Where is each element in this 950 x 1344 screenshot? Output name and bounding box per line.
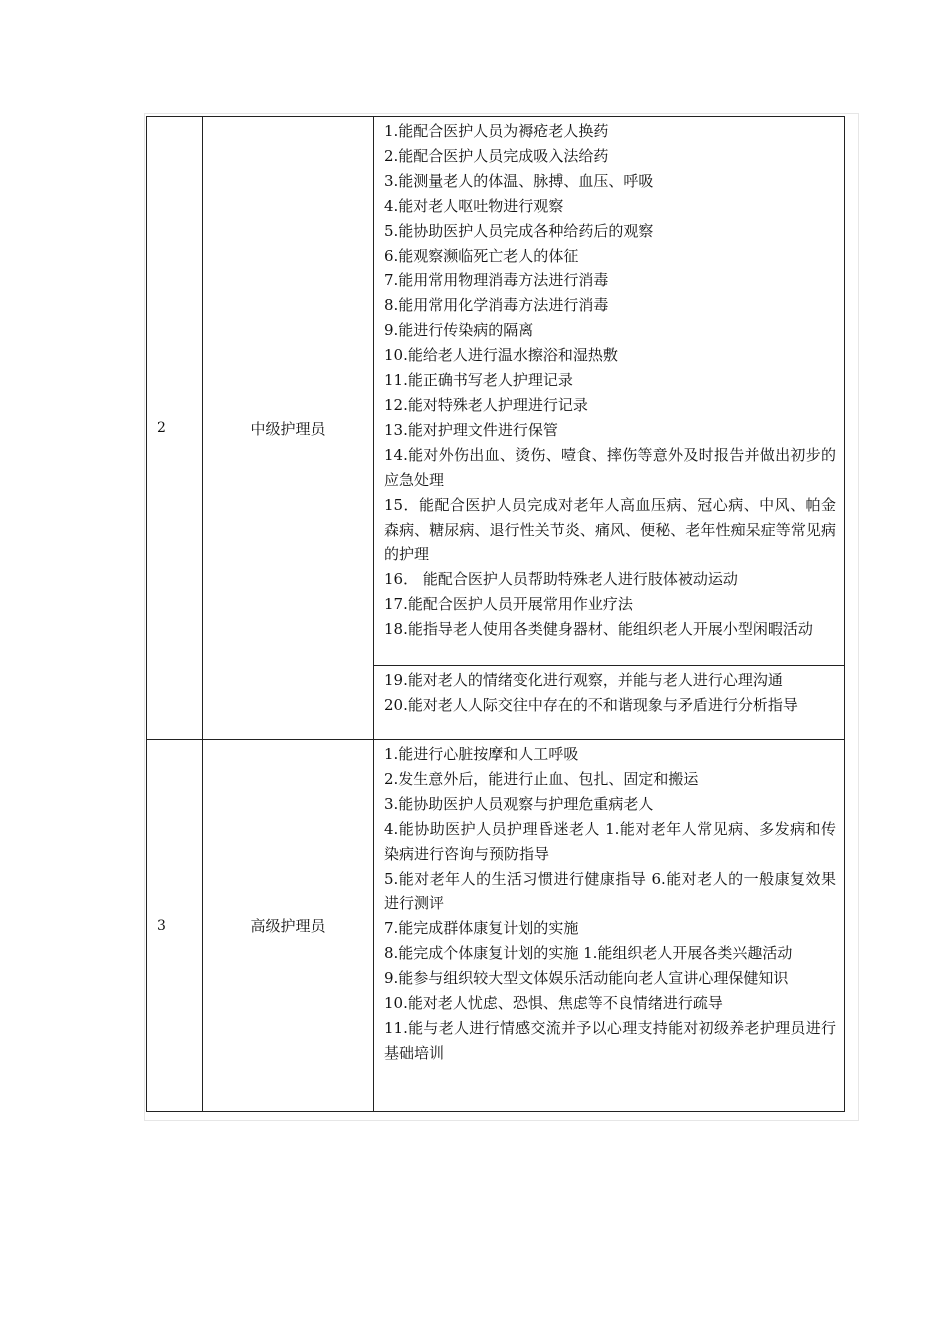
list-item: 1.能配合医护人员为褥疮老人换药	[384, 122, 609, 140]
table-row	[147, 740, 845, 1112]
list-item: 6.能观察濒临死亡老人的体征	[384, 246, 579, 265]
list-item: 14.能对外伤出血、烫伤、噎食、摔伤等意外及时报告并做出初步的应急处理	[384, 445, 836, 489]
table-row	[147, 117, 845, 666]
list-item: 16． 能配合医护人员帮助特殊老人进行肢体被动运动	[384, 570, 738, 589]
row-number: 3	[147, 740, 203, 1112]
list-item: 8.能用常用化学消毒方法进行消毒	[384, 296, 609, 315]
list-item: 8.能完成个体康复计划的实施 1.能组织老人开展各类兴趣活动	[384, 944, 793, 963]
list-item: 13.能对护理文件进行保管	[384, 420, 558, 439]
list-item: 9.能参与组织较大型文体娱乐活动能向老人宣讲心理保健知识	[384, 969, 789, 988]
list-item: 7.能用常用物理消毒方法进行消毒	[384, 271, 609, 290]
list-item: 3.能测量老人的体温、脉搏、血压、呼吸	[384, 171, 654, 190]
skill-table	[146, 116, 845, 1112]
level-name: 中级护理员	[203, 117, 374, 740]
list-item: 4.能协助医护人员护理昏迷老人 1.能对老年人常见病、多发病和传染病进行咨询与预防指导	[384, 819, 836, 863]
list-item: 11.能正确书写老人护理记录	[384, 371, 573, 390]
list-item: 10.能对老人忧虑、恐惧、焦虑等不良情绪进行疏导	[384, 994, 723, 1013]
skill-list	[374, 666, 845, 740]
level-name: 高级护理员	[203, 740, 374, 1112]
list-item: 2.能配合医护人员完成吸入法给药	[384, 146, 609, 165]
list-item: 18.能指导老人使用各类健身器材、能组织老人开展小型闲暇活动	[384, 620, 813, 639]
list-item: 7.能完成群体康复计划的实施	[384, 919, 579, 938]
list-item: 3.能协助医护人员观察与护理危重病老人	[384, 794, 654, 813]
list-item: 12.能对特殊老人护理进行记录	[384, 395, 588, 414]
list-item: 5.能协助医护人员完成各种给药后的观察	[384, 221, 654, 240]
skill-list	[374, 740, 845, 1112]
list-item: 4.能对老人呕吐物进行观察	[384, 196, 564, 215]
list-item: 2.发生意外后，能进行止血、包扎、固定和搬运	[384, 769, 699, 788]
list-item: 1.能进行心脏按摩和人工呼吸	[384, 745, 579, 763]
list-item: 5.能对老年人的生活习惯进行健康指导 6.能对老人的一般康复效果进行测评	[384, 869, 836, 913]
list-item: 15．能配合医护人员完成对老年人高血压病、冠心病、中风、帕金森病、糖尿病、退行性关节炎、痛风、便秘、老年性痴呆症等常见病的护理	[384, 495, 836, 564]
skill-list	[374, 117, 845, 666]
list-item: 11.能与老人进行情感交流并予以心理支持能对初级养老护理员进行基础培训	[384, 1018, 836, 1062]
list-item: 10.能给老人进行温水擦浴和湿热敷	[384, 346, 618, 365]
list-item: 9.能进行传染病的隔离	[384, 321, 534, 340]
list-item: 17.能配合医护人员开展常用作业疗法	[384, 595, 633, 614]
row-number: 2	[147, 117, 203, 740]
list-item: 20.能对老人人际交往中存在的不和谐现象与矛盾进行分析指导	[384, 695, 798, 714]
list-item: 19.能对老人的情绪变化进行观察，并能与老人进行心理沟通	[384, 671, 783, 689]
